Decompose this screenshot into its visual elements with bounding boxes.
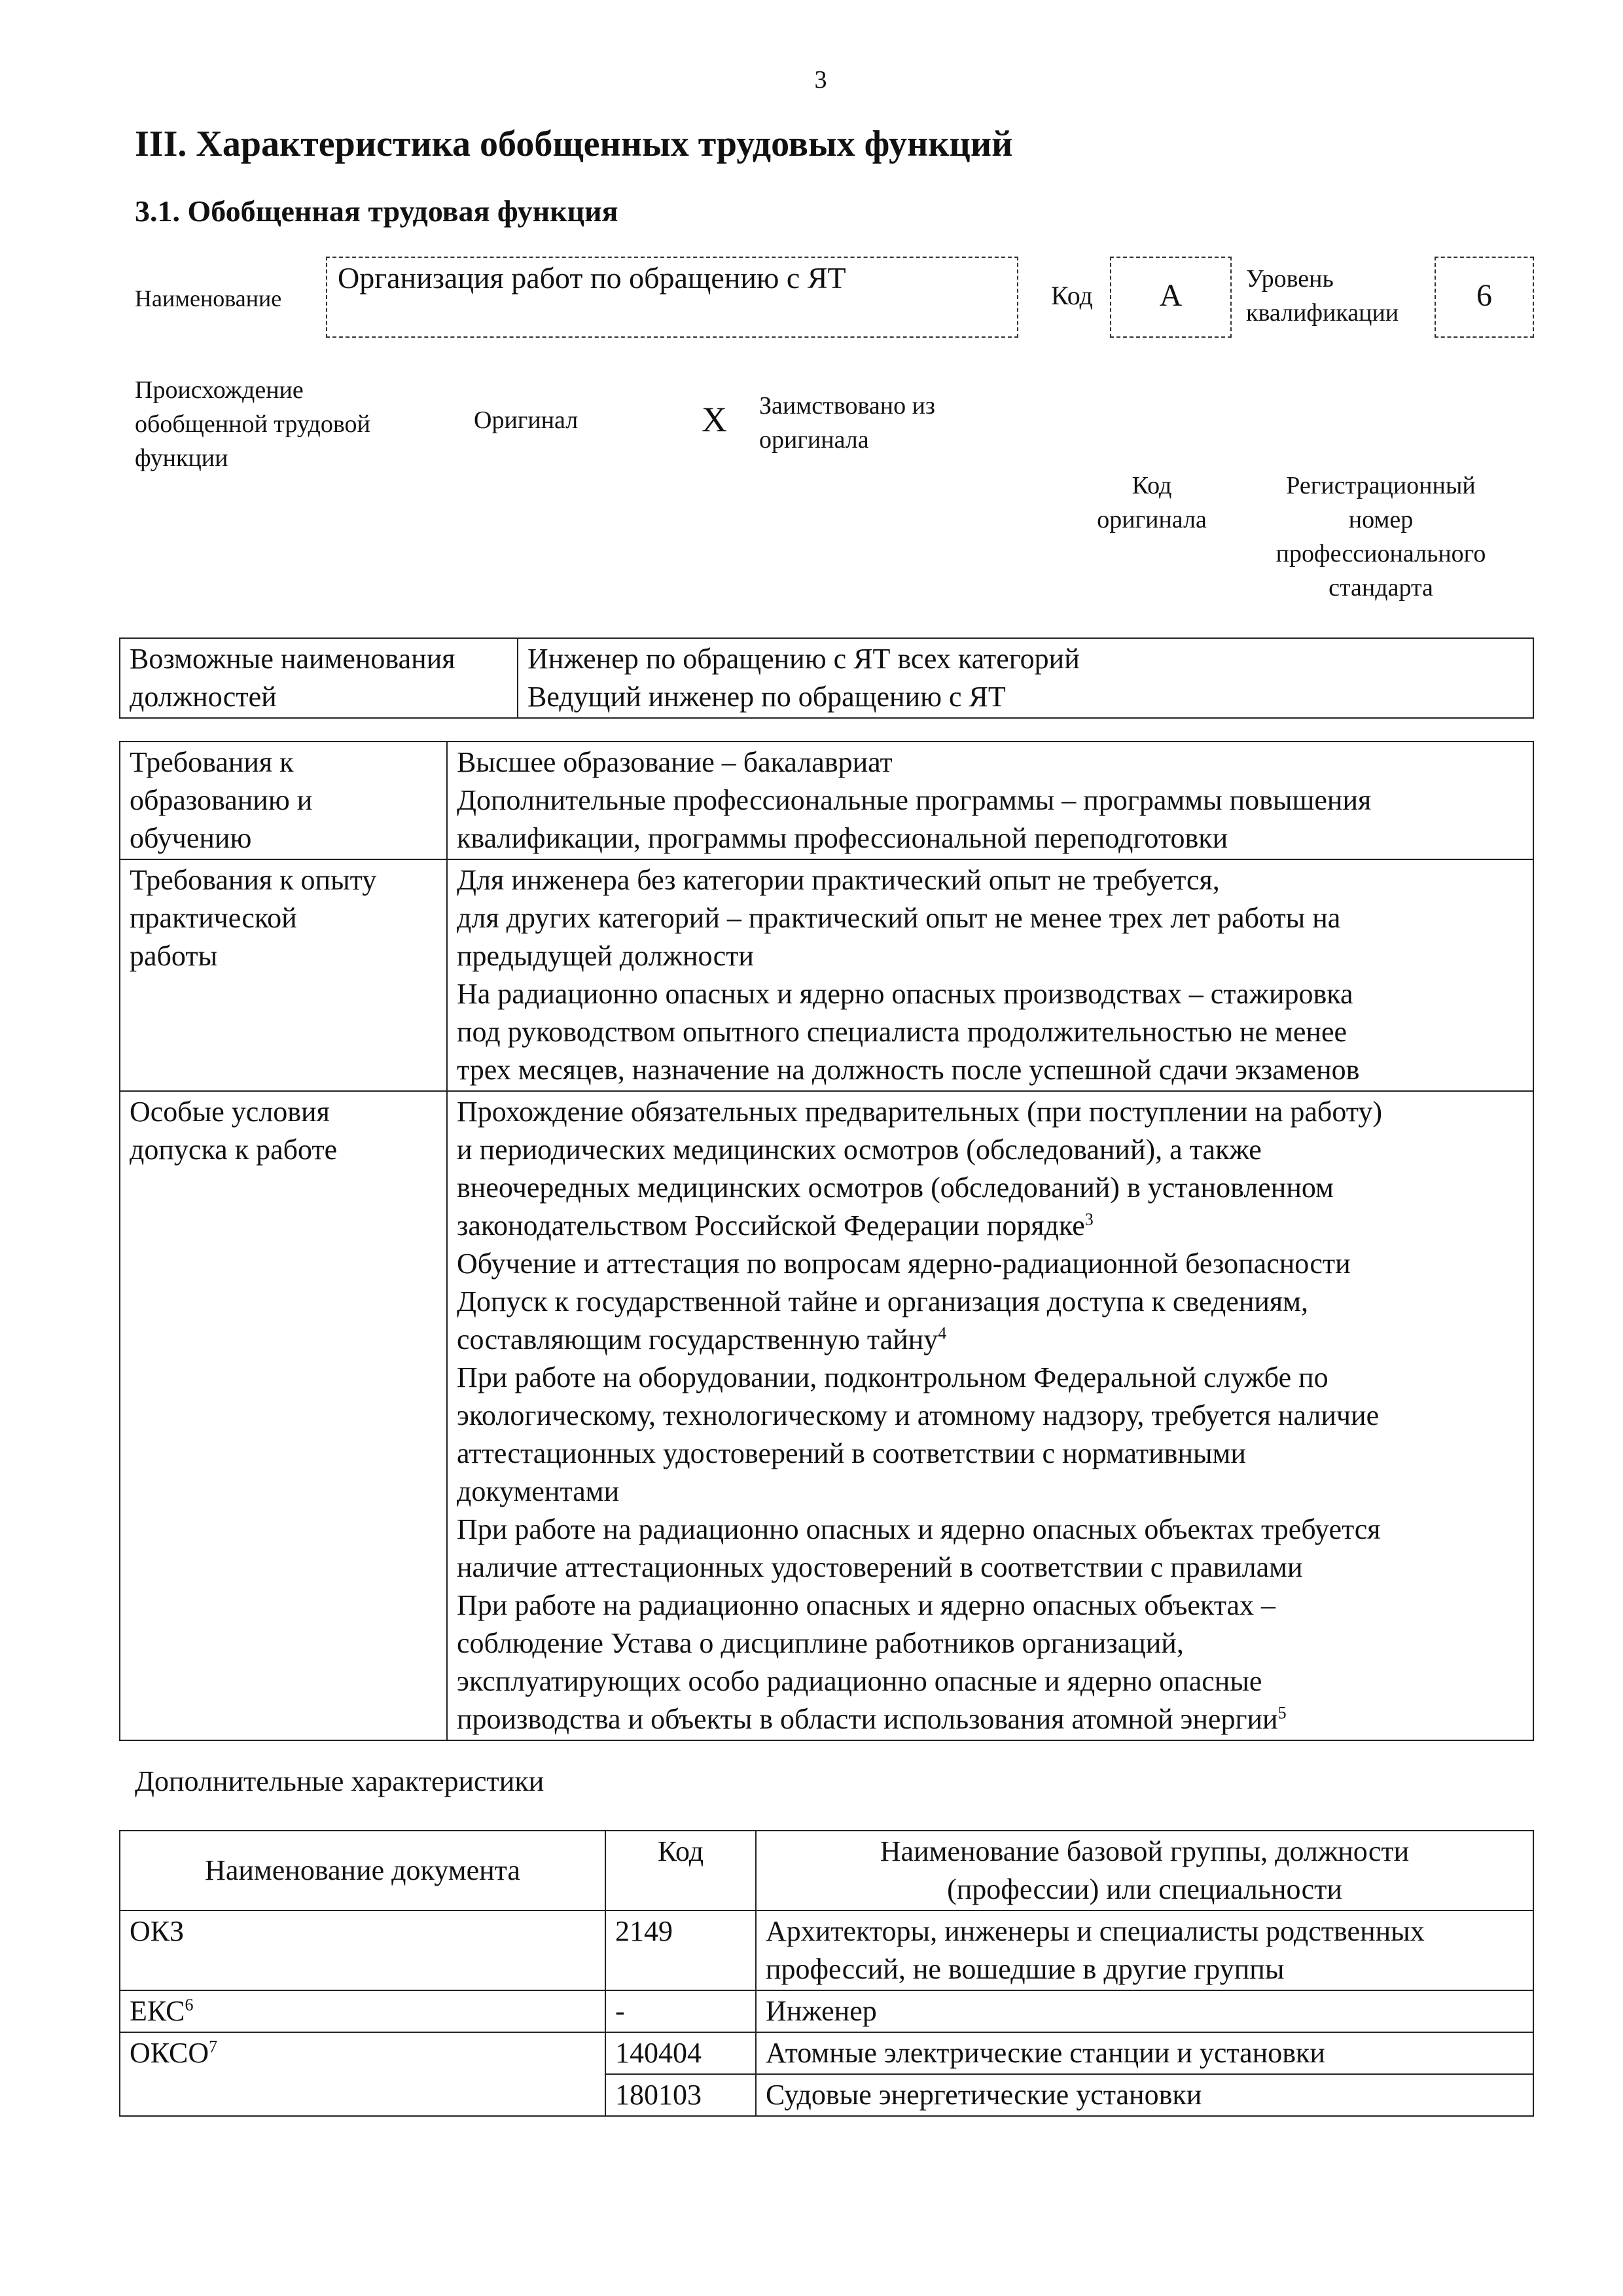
exp-label-1: Требования к опыту: [130, 864, 377, 896]
footnote-4: 4: [938, 1323, 947, 1343]
level-label-line-2: квалификации: [1246, 299, 1399, 327]
subsection-title: 3.1. Обобщенная трудовая функция: [135, 194, 618, 228]
okso-code-cell-1: [605, 2032, 756, 2074]
exp-label-3: работы: [130, 940, 218, 972]
code-original-2: оригинала: [1097, 506, 1207, 533]
special-line-11: документами: [457, 1475, 620, 1507]
okso-code-2: 180103: [615, 2079, 702, 2111]
okz-code-cell: [605, 1910, 756, 1990]
exp-value-4: На радиационно опасных и ядерно опасных производствах – стажировка: [457, 978, 1353, 1010]
experience-row: [120, 859, 1533, 1091]
additional-title: Дополнительные характеристики: [135, 1765, 544, 1797]
okz-name-1: Архитекторы, инженеры и специалисты родственных: [766, 1915, 1425, 1947]
additional-table: [119, 1830, 1534, 2117]
edu-value-2: Дополнительные профессиональные программы – программы повышения: [457, 784, 1372, 816]
exp-value-5: под руководством опытного специалиста продолжительностью не менее: [457, 1016, 1347, 1048]
eks-name-cell: [756, 1990, 1533, 2032]
edu-value-1: Высшее образование – бакалавриат: [457, 746, 893, 778]
education-row: [120, 742, 1533, 859]
code-label: Код: [1051, 281, 1093, 310]
head-name-2: (профессии) или специальности: [947, 1873, 1342, 1905]
special-line-10: аттестационных удостоверений в соответствии с нормативными: [457, 1437, 1246, 1469]
level-value: 6: [1476, 278, 1492, 313]
borrowed-label-1: Заимствовано из: [759, 392, 935, 420]
experience-label-cell: [120, 859, 447, 1091]
original-label: Оригинал: [474, 406, 579, 434]
okso-code-cell-2: [605, 2074, 756, 2116]
exp-value-1: Для инженера без категории практический опыт не требуется,: [457, 864, 1220, 896]
special-line-1: Прохождение обязательных предварительных (при поступлении на работу): [457, 1096, 1383, 1128]
special-line-6: Допуск к государственной тайне и организация доступа к сведениям,: [457, 1285, 1309, 1318]
okso-row-1: [120, 2032, 1533, 2074]
positions-table: [119, 637, 1534, 719]
okso-name-1: Атомные электрические станции и установки: [766, 2037, 1325, 2069]
reg-label-4: стандарта: [1329, 574, 1433, 601]
okso-doc: ОКСО: [130, 2037, 209, 2069]
eks-doc: ЕКС: [130, 1995, 185, 2027]
exp-value-6: трех месяцев, назначение на должность после успешной сдачи экзаменов: [457, 1054, 1360, 1086]
special-line-3: внеочередных медицинских осмотров (обследований) в установленном: [457, 1172, 1334, 1204]
okz-code: 2149: [615, 1915, 673, 1947]
level-label-line-1: Уровень: [1246, 265, 1334, 293]
special-line-16: эксплуатирующих особо радиационно опасные и ядерно опасные: [457, 1665, 1262, 1697]
eks-code-cell: [605, 1990, 756, 2032]
exp-value-2: для других категорий – практический опыт не менее трех лет работы на: [457, 902, 1341, 934]
positions-row: [120, 638, 1533, 718]
education-value-cell: [447, 742, 1533, 859]
education-label-cell: [120, 742, 447, 859]
eks-name: Инженер: [766, 1995, 877, 2027]
position-2: Ведущий инженер по обращению с ЯТ: [527, 681, 1006, 713]
eks-code: -: [615, 1995, 625, 2027]
positions-label-2: должностей: [130, 681, 277, 713]
okz-doc-cell: [120, 1910, 605, 1990]
special-value-cell: [447, 1091, 1533, 1740]
page-number: 3: [814, 66, 827, 94]
head-doc-cell: [120, 1831, 605, 1910]
okso-code-1: 140404: [615, 2037, 702, 2069]
footnote-5: 5: [1277, 1703, 1287, 1723]
special-line-13: наличие аттестационных удостоверений в соответствии с правилами: [457, 1551, 1303, 1583]
exp-label-2: практической: [130, 902, 297, 934]
positions-label-cell: [120, 638, 518, 718]
footnote-6: 6: [185, 1995, 194, 2015]
edu-label-3: обучению: [130, 822, 252, 854]
name-label: Наименование: [135, 285, 282, 312]
special-line-4-text: законодательством Российской Федерации порядке: [457, 1210, 1085, 1242]
okso-name-cell-1: [756, 2032, 1533, 2074]
special-line-5: Обучение и аттестация по вопросам ядерно-радиационной безопасности: [457, 1247, 1351, 1280]
additional-header-row: [120, 1831, 1533, 1910]
okz-name-cell: [756, 1910, 1533, 1990]
okso-name-cell-2: [756, 2074, 1533, 2116]
code-box: [1110, 257, 1232, 338]
positions-value-cell: [518, 638, 1533, 718]
special-line-12: При работе на радиационно опасных и ядерно опасных объектах требуется: [457, 1513, 1381, 1545]
origin-label-1: Происхождение: [135, 376, 304, 404]
edu-label-2: образованию и: [130, 784, 313, 816]
level-label: [1246, 262, 1399, 330]
original-mark: X: [702, 400, 727, 439]
origin-label-3: функции: [135, 444, 228, 472]
reg-number-label: [1257, 469, 1505, 605]
code-original-label: [1086, 469, 1217, 537]
positions-label-1: Возможные наименования: [130, 643, 455, 675]
code-value: А: [1159, 278, 1183, 313]
reg-label-2: номер: [1348, 506, 1414, 533]
reg-label-3: профессионального: [1275, 540, 1486, 567]
special-label-1: Особые условия: [130, 1096, 330, 1128]
okz-doc: ОКЗ: [130, 1915, 185, 1947]
special-line-7: [457, 1321, 1524, 1359]
special-line-8: При работе на оборудовании, подконтрольном Федеральной службе по: [457, 1361, 1329, 1393]
head-name-1: Наименование базовой группы, должности: [880, 1835, 1410, 1867]
special-line-9: экологическому, технологическому и атомному надзору, требуется наличие: [457, 1399, 1380, 1431]
special-line-17-text: производства и объекты в области использования атомной энергии: [457, 1703, 1278, 1735]
special-conditions-row: [120, 1091, 1533, 1740]
name-box: [326, 257, 1018, 338]
head-code-cell: [605, 1831, 756, 1910]
section-title: III. Характеристика обобщенных трудовых функций: [135, 124, 1013, 164]
special-line-17: [457, 1700, 1524, 1738]
okz-row: [120, 1910, 1533, 1990]
special-line-15: соблюдение Устава о дисциплине работников организаций,: [457, 1627, 1184, 1659]
head-name-cell: [756, 1831, 1533, 1910]
head-code: Код: [657, 1835, 704, 1867]
origin-label-2: обобщенной трудовой: [135, 410, 370, 438]
function-name: Организация работ по обращению с ЯТ: [338, 261, 846, 295]
edu-value-3: квалификации, программы профессиональной переподготовки: [457, 822, 1228, 854]
okso-name-2: Судовые энергетические установки: [766, 2079, 1202, 2111]
edu-label-1: Требования к: [130, 746, 294, 778]
eks-doc-cell: [120, 1990, 605, 2032]
special-line-7-text: составляющим государственную тайну: [457, 1323, 938, 1355]
exp-value-3: предыдущей должности: [457, 940, 754, 972]
requirements-table: [119, 741, 1534, 1741]
special-label-cell: [120, 1091, 447, 1740]
okz-name-2: профессий, не вошедшие в другие группы: [766, 1953, 1285, 1985]
experience-value-cell: [447, 859, 1533, 1091]
code-original-1: Код: [1132, 472, 1172, 499]
special-line-2: и периодических медицинских осмотров (обследований), а также: [457, 1134, 1262, 1166]
position-1: Инженер по обращению с ЯТ всех категорий: [527, 643, 1080, 675]
head-doc: Наименование документа: [205, 1854, 520, 1886]
origin-label: [135, 373, 370, 475]
special-label-2: допуска к работе: [130, 1134, 338, 1166]
footnote-7: 7: [209, 2037, 218, 2056]
footnote-3: 3: [1084, 1210, 1094, 1229]
special-line-14: При работе на радиационно опасных и ядерно опасных объектах –: [457, 1589, 1276, 1621]
eks-row: [120, 1990, 1533, 2032]
reg-label-1: Регистрационный: [1286, 472, 1476, 499]
okso-doc-cell: [120, 2032, 605, 2116]
special-line-4: [457, 1207, 1524, 1245]
borrowed-label-2: оригинала: [759, 426, 869, 454]
borrowed-label: [759, 389, 935, 457]
level-box: [1435, 257, 1534, 338]
